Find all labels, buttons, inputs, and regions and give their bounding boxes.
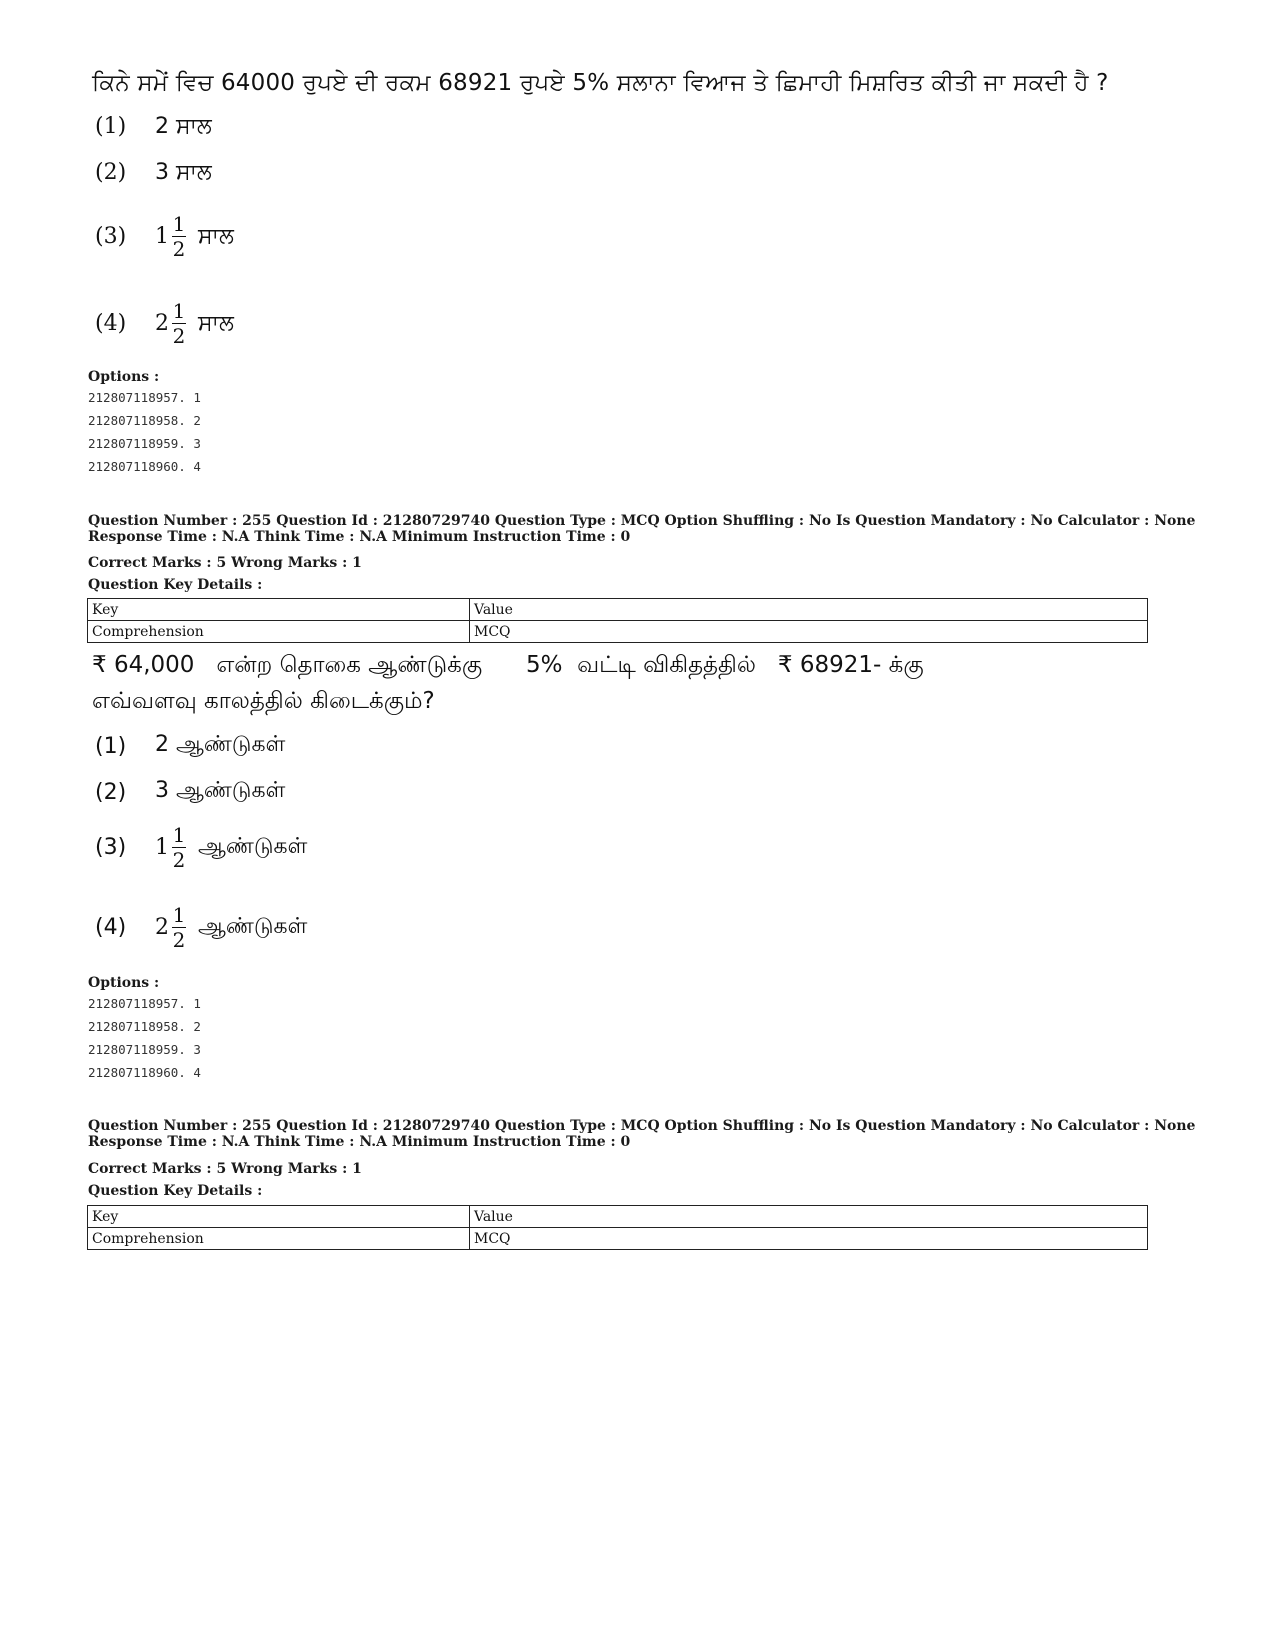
table-cell-key: Comprehension <box>88 1228 470 1250</box>
mixed-fraction <box>155 300 186 347</box>
option-3-punjabi <box>95 213 234 260</box>
table-cell-value: MCQ <box>470 1228 1148 1250</box>
option-id: 212807118958. 2 <box>88 1019 201 1034</box>
table-cell-value: MCQ <box>470 621 1148 643</box>
option-4-tamil <box>95 904 307 951</box>
option-text: 3 ஆண்டுகள் <box>155 778 286 803</box>
key-details-label-2: Question Key Details : <box>88 1183 263 1199</box>
option-number: (4) <box>95 915 127 940</box>
option-unit: ஆண்டுகள் <box>198 913 308 939</box>
mixed-fraction <box>155 213 186 260</box>
option-id: 212807118960. 4 <box>88 459 201 474</box>
option-number: (1) <box>95 114 127 139</box>
table-header-key: Key <box>88 599 470 621</box>
option-unit: ਸਾਲ <box>198 224 234 249</box>
options-label: Options : <box>88 369 160 385</box>
question-meta-1 <box>88 513 1195 545</box>
option-1-punjabi <box>95 114 212 139</box>
option-ids-list <box>88 992 201 1084</box>
option-text: 3 ਸਾਲ <box>155 160 212 185</box>
question-meta-2 <box>88 1118 1195 1150</box>
option-text: 2 ஆண்டுகள் <box>155 732 286 757</box>
table-header-key: Key <box>88 1206 470 1228</box>
option-number: (1) <box>95 733 127 759</box>
option-number: (3) <box>95 224 127 249</box>
key-details-table-2 <box>87 1205 1148 1250</box>
question-text-punjabi: ਕਿਨੇ ਸਮੇਂ ਵਿਚ 64000 ਰੁਪਏ ਦੀ ਰਕਮ 68921 ਰੁਪਏ 5% ਸਲਾਨਾ ਵਿਆਜ ਤੇ ਛਿਮਾਹੀ ਮਿਸ਼ਰਿਤ ਕੀਤੀ ਜਾ ਸਕਦੀ ਹੈ ? <box>92 70 1109 96</box>
option-unit: ਸਾਲ <box>198 311 234 336</box>
option-id: 212807118960. 4 <box>88 1065 201 1080</box>
question-text-tamil-line2: எவ்வளவு காலத்தில் கிடைக்கும்? <box>92 688 435 714</box>
fraction-numerator: 1 <box>172 299 186 323</box>
options-label: Options : <box>88 975 160 991</box>
option-2-punjabi <box>95 160 212 185</box>
fraction-denominator: 2 <box>172 848 186 872</box>
meta-line: Response Time : N.A Think Time : N.A Minimum Instruction Time : 0 <box>88 1134 631 1150</box>
option-number: (3) <box>95 835 127 860</box>
option-id: 212807118957. 1 <box>88 390 201 405</box>
fraction-whole: 1 <box>155 835 169 860</box>
fraction-denominator: 2 <box>172 324 186 348</box>
option-id: 212807118959. 3 <box>88 436 201 451</box>
fraction-whole: 2 <box>155 311 169 336</box>
option-number: (2) <box>95 779 127 805</box>
table-header-value: Value <box>470 599 1148 621</box>
key-details-label-1: Question Key Details : <box>88 577 263 593</box>
option-unit: ஆண்டுகள் <box>198 833 308 859</box>
option-text: 2 ਸਾਲ <box>155 114 212 139</box>
option-2-tamil <box>95 778 285 806</box>
question-text-tamil-line1: ₹ 64,000 என்ற தொகை ஆண்டுக்கு 5% வட்டி விகிதத்தில் ₹ 68921- க்கு <box>92 652 924 678</box>
marks-1: Correct Marks : 5 Wrong Marks : 1 <box>88 555 362 571</box>
marks-2: Correct Marks : 5 Wrong Marks : 1 <box>88 1161 362 1177</box>
fraction-numerator: 1 <box>172 903 186 927</box>
table-cell-key: Comprehension <box>88 621 470 643</box>
fraction-whole: 2 <box>155 915 169 940</box>
fraction-numerator: 1 <box>172 212 186 236</box>
option-id: 212807118957. 1 <box>88 996 201 1011</box>
meta-line: Response Time : N.A Think Time : N.A Minimum Instruction Time : 0 <box>88 529 631 545</box>
fraction-denominator: 2 <box>172 237 186 261</box>
fraction-denominator: 2 <box>172 928 186 952</box>
table-header-value: Value <box>470 1206 1148 1228</box>
option-id: 212807118959. 3 <box>88 1042 201 1057</box>
option-4-punjabi <box>95 300 234 347</box>
fraction-whole: 1 <box>155 224 169 249</box>
option-number: (4) <box>95 311 127 336</box>
option-number: (2) <box>95 160 127 185</box>
option-3-tamil <box>95 824 307 871</box>
option-1-tamil <box>95 732 285 760</box>
mixed-fraction <box>155 904 186 951</box>
mixed-fraction <box>155 824 186 871</box>
key-details-table-1 <box>87 598 1148 643</box>
fraction-numerator: 1 <box>172 823 186 847</box>
meta-line: Question Number : 255 Question Id : 21280729740 Question Type : MCQ Option Shuffling : No Is Question Mandatory : No Calculator : None <box>88 1118 1196 1134</box>
option-ids-list <box>88 386 201 478</box>
meta-line: Question Number : 255 Question Id : 21280729740 Question Type : MCQ Option Shuffling : No Is Question Mandatory : No Calculator : None <box>88 513 1196 529</box>
option-id: 212807118958. 2 <box>88 413 201 428</box>
